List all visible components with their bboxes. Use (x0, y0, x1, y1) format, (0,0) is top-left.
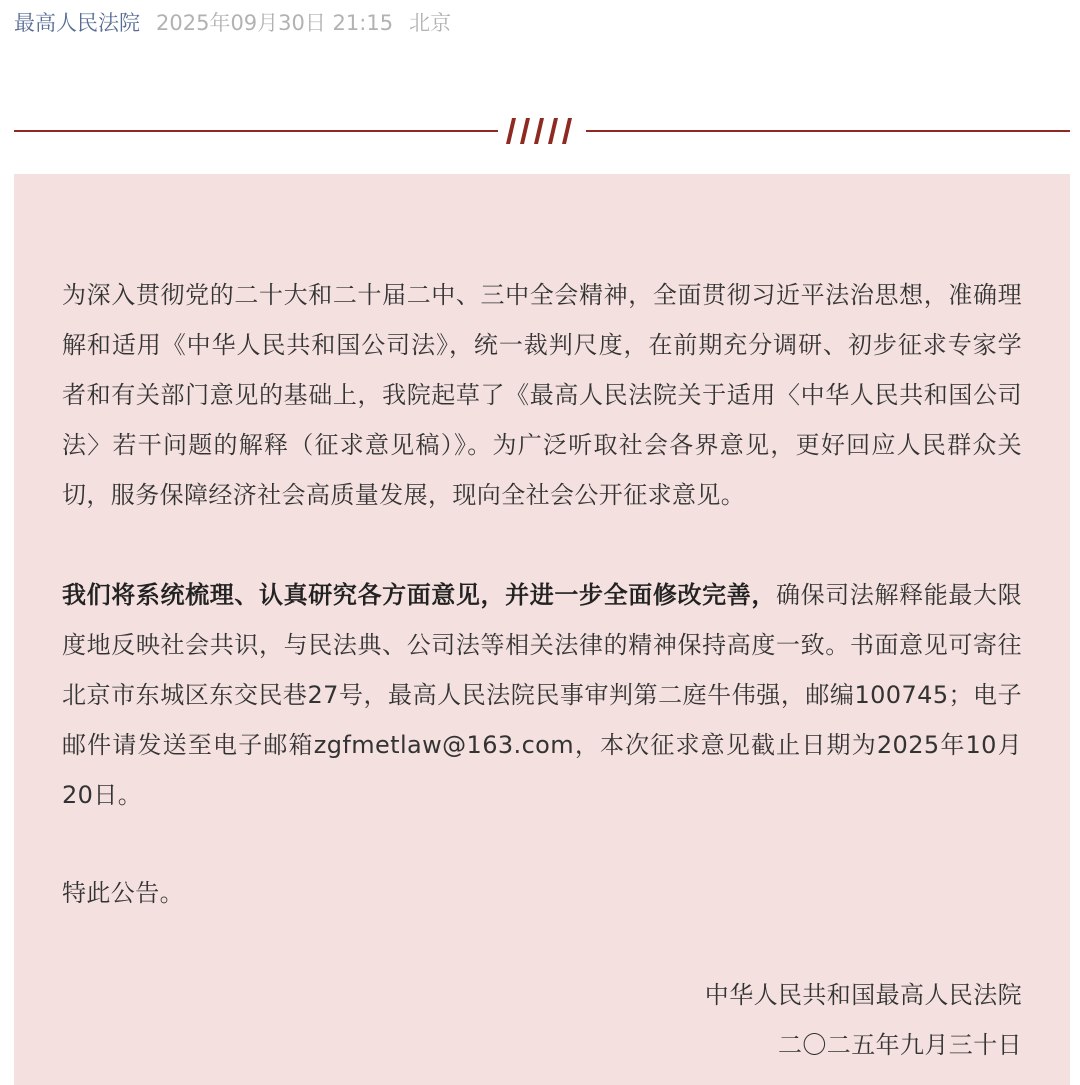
signature-date: 二〇二五年九月三十日 (778, 1031, 1022, 1059)
paragraph-closing: 特此公告。 (62, 879, 184, 907)
publish-time: 2025年09月30日 21:15 (156, 11, 394, 35)
divider-line-right (586, 130, 1070, 132)
paragraph-feedback-details: 确保司法解释能最大限度地反映社会共识，与民法典、公司法等相关法律的精神保持高度一致。书面意见可寄往北京市东城区东交民巷27号，最高人民法院民事审判第二庭牛伟强，邮编100745；电子邮件请发送至电子邮箱zgfmetlaw@163.com，本次征求意见截止日期为2025年10月20日。 (62, 581, 1023, 809)
account-name-link[interactable]: 最高人民法院 (14, 11, 140, 35)
publish-location: 北京 (409, 11, 452, 35)
divider-line-left (14, 130, 498, 132)
paragraph-feedback (62, 570, 1022, 820)
section-divider (14, 118, 1070, 144)
stripes-icon (500, 118, 584, 144)
article-meta (14, 6, 451, 38)
signature-organization: 中华人民共和国最高人民法院 (704, 981, 1022, 1009)
paragraph-feedback-emphasis: 我们将系统梳理、认真研究各方面意见，并进一步全面修改完善， (62, 581, 777, 609)
paragraph-intro: 为深入贯彻党的二十大和二十届二中、三中全会精神，全面贯彻习近平法治思想，准确理解和适用《中华人民共和国公司法》，统一裁判尺度，在前期充分调研、初步征求专家学者和有关部门意见的基础上，我院起草了《最高人民法院关于适用〈中华人民共和国公司法〉若干问题的解释（征求意见稿）》。为广泛听取社会各界意见，更好回应人民群众关切，服务保障经济社会高质量发展，现向全社会公开征求意见。 (62, 281, 1022, 509)
announcement-card (14, 174, 1070, 1085)
